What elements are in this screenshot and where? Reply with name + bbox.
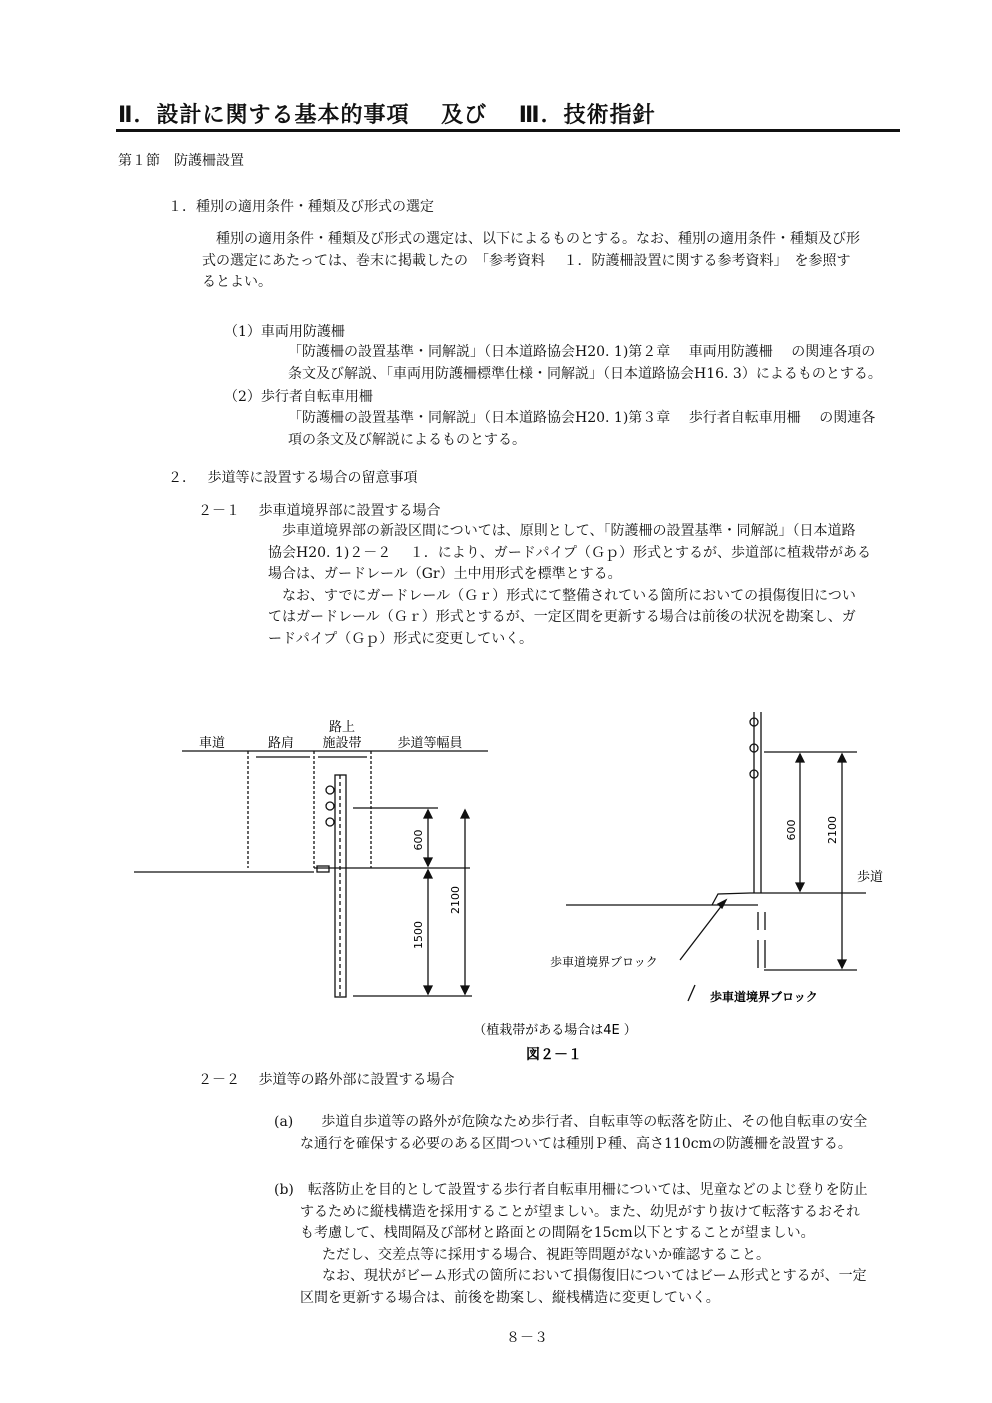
- sub2-heading: （2）歩行者自転車用柵: [224, 389, 373, 405]
- item1-heading: １．種別の適用条件・種類及び形式の選定: [168, 199, 434, 215]
- figure-caption: 図２－１: [526, 1047, 582, 1063]
- item1-line: 式の選定にあたっては、巻末に掲載したの 「参考資料 １．防護柵設置に関する参考資料」 を参照す: [202, 252, 851, 269]
- s21-line: ードパイプ（Ｇｐ）形式に変更していく。: [268, 630, 534, 647]
- sub1-line: 「防護柵の設置基準・同解説」（日本道路協会H20. 1)第２章 車両用防護柵 の関連各項の: [288, 344, 876, 360]
- s22-heading: ２－２ 歩道等の路外部に設置する場合: [198, 1072, 455, 1088]
- s22-a-paragraph: [274, 1112, 867, 1155]
- label-roadway: 車道: [198, 736, 226, 751]
- figure-note: （植栽帯がある場合は4E ）: [473, 1023, 637, 1038]
- item1-line: 種別の適用条件・種類及び形式の選定は、以下によるものとする。なお、種別の適用条件・種類及び形: [216, 231, 860, 247]
- label-curb-block-bold: 歩車道境界ブロック: [710, 990, 818, 1004]
- dim-600-left: 600: [412, 829, 425, 851]
- s22-b-line: するために縦桟構造を採用することが望ましい。また、幼児がすり抜けて転落するおそれ: [300, 1203, 860, 1220]
- label-sidewalk-width: 歩道等幅員: [397, 736, 463, 751]
- s21-line: なお、すでにガードレール（Ｇｒ）形式にて整備されている箇所においての損傷復旧につい: [282, 587, 856, 604]
- s22-a-line: な通行を確保する必要のある区間ついては種別Ｐ種、高さ110cmの防護柵を設置する。: [300, 1135, 852, 1152]
- s21-line: 場合は、ガードレール（Gr）土中用形式を標準とする。: [268, 566, 622, 582]
- sub2-line: 項の条文及び解説によるものとする。: [288, 431, 526, 448]
- s22-b-line: (b) 転落防止を目的として設置する歩行者自転車用柵については、児童などのよじ登りを防止: [274, 1182, 868, 1198]
- label-shoulder: 路肩: [267, 736, 295, 751]
- page-number: ８－３: [506, 1330, 548, 1346]
- s22-b-paragraph: [274, 1180, 868, 1309]
- s22-b-line: も考慮して、桟間隔及び部材と路面との間隔を15cm以下とすることが望ましい。: [300, 1225, 815, 1241]
- s21-line: てはガードレール（Ｇｒ）形式とするが、一定区間を更新する場合は前後の状況を勘案し、ガ: [268, 609, 856, 625]
- s22-b-line: ただし、交差点等に採用する場合、視距等問題がないか確認すること。: [322, 1246, 770, 1263]
- label-road-facility-2: 施設帯: [322, 736, 362, 751]
- left-guardrail-diagram: [134, 751, 488, 997]
- sub1-heading: （1）車両用防護柵: [224, 324, 345, 340]
- item2-heading: ２． 歩道等に設置する場合の留意事項: [168, 470, 418, 486]
- label-curb-block: 歩車道境界ブロック: [550, 955, 658, 969]
- page-title: Ⅱ．設計に関する基本的事項 及び Ⅲ．技術指針: [118, 103, 656, 128]
- dim-2100-right: 2100: [826, 816, 839, 844]
- label-road-facility-1: 路上: [328, 720, 356, 735]
- sub1-line: 条文及び解説、「車両用防護柵標準仕様・同解説」（日本道路協会H16. 3）によるものとする。: [288, 365, 882, 382]
- dim-600-right: 600: [785, 819, 798, 841]
- sub2-line: 「防護柵の設置基準・同解説」（日本道路協会H20. 1)第３章 歩行者自転車用柵 の関連各: [288, 410, 876, 426]
- s22-b-line: 区間を更新する場合は、前後を勘案し、縦桟構造に変更していく。: [300, 1289, 720, 1306]
- s22-a-line: (a) 歩道自歩道等の路外が危険なため歩行者、自転車等の転落を防止、その他自転車の安全: [274, 1114, 868, 1130]
- dim-1500-left: 1500: [412, 921, 425, 949]
- dim-2100-left: 2100: [449, 886, 462, 914]
- s21-line: 協会H20. 1)２－２ １．により、ガードパイプ（Ｇｐ）形式とするが、歩道部に植栽帯がある: [268, 544, 872, 561]
- item1-line: るとよい。: [202, 274, 272, 290]
- section-heading: 第１節 防護柵設置: [118, 153, 244, 169]
- s21-heading: ２－１ 歩車道境界部に設置する場合: [198, 503, 441, 519]
- label-sidewalk: 歩道: [857, 870, 884, 885]
- s21-line: 歩車道境界部の新設区間については、原則として、「防護柵の設置基準・同解説」（日本道路: [282, 523, 856, 539]
- s22-b-line: なお、現状がビーム形式の箇所において損傷復旧についてはビーム形式とするが、一定: [322, 1268, 867, 1284]
